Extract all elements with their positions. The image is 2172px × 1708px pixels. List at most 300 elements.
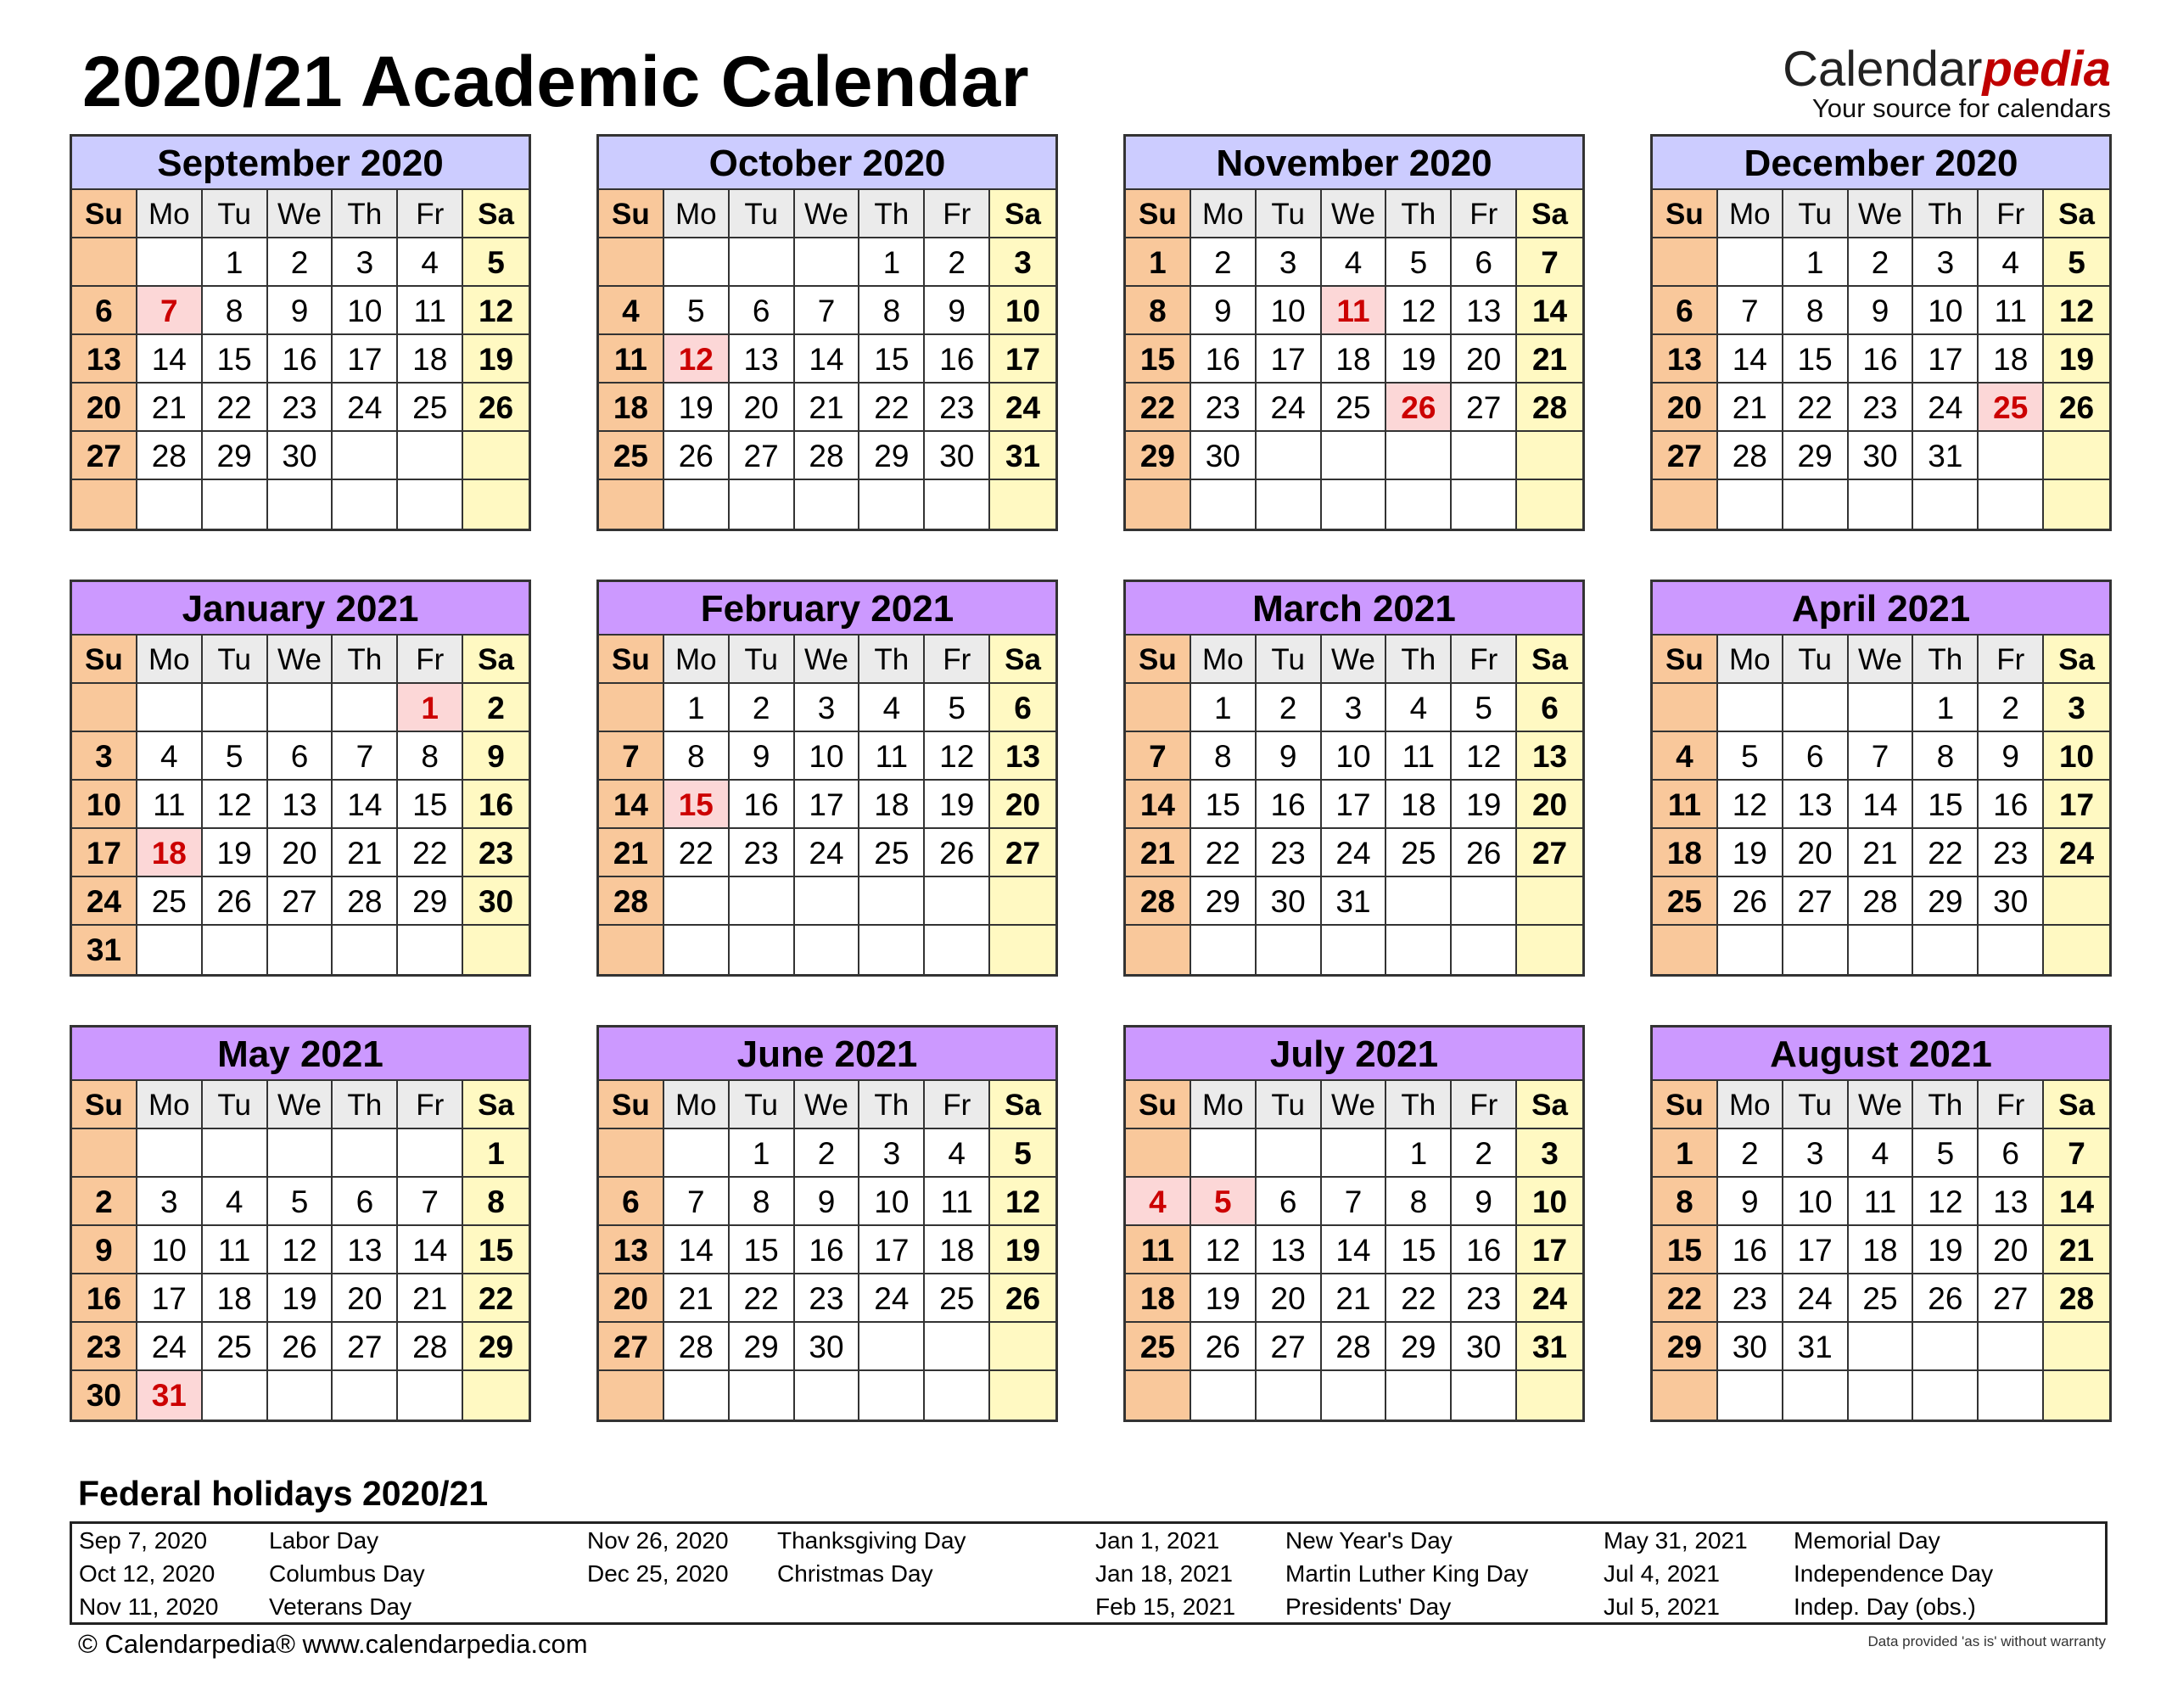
date-cell[interactable]: 2 — [1452, 1129, 1517, 1178]
date-cell[interactable]: 2 — [730, 684, 795, 732]
date-cell[interactable]: 10 — [1322, 732, 1387, 781]
date-cell[interactable]: 14 — [398, 1226, 463, 1274]
date-cell[interactable]: 23 — [72, 1323, 137, 1371]
date-cell[interactable]: 31 — [72, 926, 137, 974]
date-cell[interactable]: 13 — [72, 335, 137, 384]
date-cell[interactable]: 19 — [1191, 1274, 1257, 1323]
date-cell[interactable]: 15 — [463, 1226, 529, 1274]
date-cell[interactable]: 10 — [72, 781, 137, 829]
date-cell[interactable]: 8 — [398, 732, 463, 781]
date-cell[interactable]: 16 — [730, 781, 795, 829]
date-cell[interactable]: 10 — [990, 287, 1055, 335]
date-cell[interactable]: 22 — [1783, 384, 1849, 432]
date-cell[interactable]: 23 — [463, 829, 529, 877]
date-cell[interactable]: 7 — [1126, 732, 1191, 781]
date-cell[interactable]: 2 — [1191, 238, 1257, 287]
date-cell[interactable]: 30 — [1849, 432, 1914, 480]
date-cell[interactable]: 28 — [1718, 432, 1783, 480]
date-cell[interactable]: 3 — [72, 732, 137, 781]
date-cell[interactable]: 21 — [398, 1274, 463, 1323]
date-cell[interactable]: 5 — [1718, 732, 1783, 781]
date-cell[interactable]: 26 — [990, 1274, 1055, 1323]
date-cell[interactable]: 28 — [1849, 877, 1914, 926]
date-cell[interactable]: 20 — [1979, 1226, 2044, 1274]
date-cell[interactable]: 3 — [1257, 238, 1322, 287]
date-cell[interactable]: 27 — [990, 829, 1055, 877]
date-cell[interactable]: 4 — [599, 287, 664, 335]
date-cell[interactable]: 25 — [925, 1274, 990, 1323]
date-cell[interactable]: 20 — [730, 384, 795, 432]
date-cell[interactable]: 22 — [1126, 384, 1191, 432]
date-cell[interactable]: 18 — [398, 335, 463, 384]
date-cell[interactable]: 13 — [1783, 781, 1849, 829]
date-cell[interactable]: 23 — [268, 384, 333, 432]
date-cell[interactable]: 29 — [1191, 877, 1257, 926]
date-cell[interactable]: 20 — [1653, 384, 1718, 432]
date-cell[interactable]: 30 — [1979, 877, 2044, 926]
date-cell[interactable]: 12 — [925, 732, 990, 781]
date-cell[interactable]: 7 — [664, 1178, 730, 1226]
date-cell[interactable]: 19 — [268, 1274, 333, 1323]
date-cell[interactable]: 10 — [859, 1178, 925, 1226]
date-cell[interactable]: 14 — [333, 781, 398, 829]
date-cell[interactable]: 6 — [1257, 1178, 1322, 1226]
date-cell[interactable]: 27 — [730, 432, 795, 480]
date-cell[interactable]: 17 — [2044, 781, 2109, 829]
date-cell[interactable]: 3 — [1322, 684, 1387, 732]
date-cell[interactable]: 18 — [203, 1274, 268, 1323]
date-cell[interactable]: 6 — [1783, 732, 1849, 781]
date-cell[interactable]: 26 — [2044, 384, 2109, 432]
date-cell[interactable]: 22 — [203, 384, 268, 432]
date-cell[interactable]: 11 — [1849, 1178, 1914, 1226]
date-cell[interactable]: 2 — [72, 1178, 137, 1226]
date-cell[interactable]: 17 — [1517, 1226, 1582, 1274]
date-cell[interactable]: 13 — [1257, 1226, 1322, 1274]
date-cell[interactable]: 19 — [1452, 781, 1517, 829]
date-cell[interactable]: 5 — [1913, 1129, 1979, 1178]
date-cell[interactable]: 8 — [859, 287, 925, 335]
date-cell[interactable]: 27 — [72, 432, 137, 480]
date-cell[interactable]: 12 — [463, 287, 529, 335]
date-cell[interactable]: 15 — [1191, 781, 1257, 829]
date-cell[interactable]: 26 — [268, 1323, 333, 1371]
date-cell[interactable]: 29 — [1783, 432, 1849, 480]
date-cell[interactable]: 17 — [72, 829, 137, 877]
date-cell[interactable]: 25 — [1126, 1323, 1191, 1371]
date-cell[interactable]: 27 — [1517, 829, 1582, 877]
date-cell[interactable]: 9 — [925, 287, 990, 335]
date-cell[interactable]: 3 — [990, 238, 1055, 287]
date-cell[interactable]: 14 — [599, 781, 664, 829]
date-cell[interactable]: 23 — [925, 384, 990, 432]
date-cell[interactable]: 26 — [463, 384, 529, 432]
date-cell[interactable]: 22 — [1191, 829, 1257, 877]
date-cell[interactable]: 21 — [664, 1274, 730, 1323]
date-cell[interactable]: 11 — [137, 781, 203, 829]
date-cell[interactable]: 6 — [333, 1178, 398, 1226]
date-cell[interactable]: 13 — [1653, 335, 1718, 384]
date-cell[interactable]: 4 — [1322, 238, 1387, 287]
date-cell[interactable]: 19 — [925, 781, 990, 829]
date-cell[interactable]: 31 — [1322, 877, 1387, 926]
date-cell[interactable]: 26 — [1191, 1323, 1257, 1371]
date-cell[interactable]: 4 — [1653, 732, 1718, 781]
date-cell[interactable]: 29 — [1126, 432, 1191, 480]
date-cell[interactable]: 22 — [1653, 1274, 1718, 1323]
date-cell[interactable]: 28 — [2044, 1274, 2109, 1323]
holiday-date-cell[interactable]: 4 — [1126, 1178, 1191, 1226]
date-cell[interactable]: 18 — [599, 384, 664, 432]
date-cell[interactable]: 17 — [1783, 1226, 1849, 1274]
date-cell[interactable]: 3 — [137, 1178, 203, 1226]
date-cell[interactable]: 7 — [795, 287, 860, 335]
date-cell[interactable]: 19 — [2044, 335, 2109, 384]
date-cell[interactable]: 3 — [1913, 238, 1979, 287]
date-cell[interactable]: 25 — [859, 829, 925, 877]
date-cell[interactable]: 20 — [990, 781, 1055, 829]
date-cell[interactable]: 17 — [990, 335, 1055, 384]
date-cell[interactable]: 7 — [599, 732, 664, 781]
date-cell[interactable]: 19 — [990, 1226, 1055, 1274]
date-cell[interactable]: 6 — [1452, 238, 1517, 287]
date-cell[interactable]: 28 — [1126, 877, 1191, 926]
date-cell[interactable]: 15 — [1386, 1226, 1452, 1274]
date-cell[interactable]: 30 — [463, 877, 529, 926]
date-cell[interactable]: 24 — [1257, 384, 1322, 432]
date-cell[interactable]: 1 — [1126, 238, 1191, 287]
date-cell[interactable]: 16 — [1191, 335, 1257, 384]
date-cell[interactable]: 13 — [1979, 1178, 2044, 1226]
date-cell[interactable]: 2 — [463, 684, 529, 732]
date-cell[interactable]: 29 — [1913, 877, 1979, 926]
date-cell[interactable]: 10 — [1517, 1178, 1582, 1226]
date-cell[interactable]: 18 — [1322, 335, 1387, 384]
date-cell[interactable]: 16 — [268, 335, 333, 384]
date-cell[interactable]: 5 — [1452, 684, 1517, 732]
date-cell[interactable]: 30 — [1191, 432, 1257, 480]
date-cell[interactable]: 23 — [1979, 829, 2044, 877]
date-cell[interactable]: 14 — [1718, 335, 1783, 384]
date-cell[interactable]: 7 — [333, 732, 398, 781]
date-cell[interactable]: 22 — [859, 384, 925, 432]
date-cell[interactable]: 10 — [2044, 732, 2109, 781]
date-cell[interactable]: 15 — [730, 1226, 795, 1274]
date-cell[interactable]: 1 — [1386, 1129, 1452, 1178]
date-cell[interactable]: 14 — [1849, 781, 1914, 829]
holiday-date-cell[interactable]: 7 — [137, 287, 203, 335]
date-cell[interactable]: 30 — [268, 432, 333, 480]
date-cell[interactable]: 21 — [2044, 1226, 2109, 1274]
date-cell[interactable]: 9 — [463, 732, 529, 781]
date-cell[interactable]: 11 — [1386, 732, 1452, 781]
date-cell[interactable]: 30 — [925, 432, 990, 480]
date-cell[interactable]: 25 — [1386, 829, 1452, 877]
date-cell[interactable]: 23 — [795, 1274, 860, 1323]
date-cell[interactable]: 20 — [1517, 781, 1582, 829]
date-cell[interactable]: 9 — [72, 1226, 137, 1274]
date-cell[interactable]: 8 — [1191, 732, 1257, 781]
date-cell[interactable]: 7 — [1517, 238, 1582, 287]
date-cell[interactable]: 27 — [268, 877, 333, 926]
date-cell[interactable]: 6 — [268, 732, 333, 781]
date-cell[interactable]: 24 — [1322, 829, 1387, 877]
date-cell[interactable]: 14 — [1322, 1226, 1387, 1274]
date-cell[interactable]: 21 — [1718, 384, 1783, 432]
date-cell[interactable]: 9 — [1257, 732, 1322, 781]
date-cell[interactable]: 6 — [990, 684, 1055, 732]
date-cell[interactable]: 18 — [859, 781, 925, 829]
date-cell[interactable]: 13 — [333, 1226, 398, 1274]
date-cell[interactable]: 15 — [1126, 335, 1191, 384]
holiday-date-cell[interactable]: 18 — [137, 829, 203, 877]
date-cell[interactable]: 12 — [1191, 1226, 1257, 1274]
date-cell[interactable]: 15 — [203, 335, 268, 384]
date-cell[interactable]: 12 — [1718, 781, 1783, 829]
date-cell[interactable]: 25 — [203, 1323, 268, 1371]
date-cell[interactable]: 11 — [925, 1178, 990, 1226]
date-cell[interactable]: 22 — [398, 829, 463, 877]
date-cell[interactable]: 8 — [664, 732, 730, 781]
date-cell[interactable]: 27 — [1257, 1323, 1322, 1371]
date-cell[interactable]: 8 — [1126, 287, 1191, 335]
date-cell[interactable]: 18 — [1126, 1274, 1191, 1323]
date-cell[interactable]: 19 — [1913, 1226, 1979, 1274]
date-cell[interactable]: 9 — [730, 732, 795, 781]
date-cell[interactable]: 8 — [463, 1178, 529, 1226]
date-cell[interactable]: 5 — [990, 1129, 1055, 1178]
date-cell[interactable]: 29 — [859, 432, 925, 480]
date-cell[interactable]: 5 — [463, 238, 529, 287]
date-cell[interactable]: 28 — [1517, 384, 1582, 432]
date-cell[interactable]: 9 — [1849, 287, 1914, 335]
date-cell[interactable]: 26 — [203, 877, 268, 926]
date-cell[interactable]: 6 — [599, 1178, 664, 1226]
date-cell[interactable]: 1 — [1783, 238, 1849, 287]
date-cell[interactable]: 16 — [1718, 1226, 1783, 1274]
date-cell[interactable]: 24 — [1517, 1274, 1582, 1323]
date-cell[interactable]: 16 — [1257, 781, 1322, 829]
date-cell[interactable]: 13 — [990, 732, 1055, 781]
date-cell[interactable]: 13 — [1517, 732, 1582, 781]
date-cell[interactable]: 27 — [599, 1323, 664, 1371]
date-cell[interactable]: 25 — [1653, 877, 1718, 926]
date-cell[interactable]: 9 — [1191, 287, 1257, 335]
date-cell[interactable]: 7 — [398, 1178, 463, 1226]
date-cell[interactable]: 3 — [333, 238, 398, 287]
holiday-date-cell[interactable]: 31 — [137, 1371, 203, 1420]
date-cell[interactable]: 20 — [72, 384, 137, 432]
date-cell[interactable]: 9 — [795, 1178, 860, 1226]
date-cell[interactable]: 2 — [268, 238, 333, 287]
date-cell[interactable]: 17 — [1257, 335, 1322, 384]
date-cell[interactable]: 1 — [1191, 684, 1257, 732]
date-cell[interactable]: 23 — [1849, 384, 1914, 432]
date-cell[interactable]: 1 — [664, 684, 730, 732]
date-cell[interactable]: 21 — [137, 384, 203, 432]
date-cell[interactable]: 1 — [1913, 684, 1979, 732]
date-cell[interactable]: 20 — [1783, 829, 1849, 877]
date-cell[interactable]: 9 — [1979, 732, 2044, 781]
date-cell[interactable]: 1 — [203, 238, 268, 287]
date-cell[interactable]: 17 — [1913, 335, 1979, 384]
date-cell[interactable]: 12 — [1913, 1178, 1979, 1226]
date-cell[interactable]: 11 — [1979, 287, 2044, 335]
footer-copyright[interactable]: © Calendarpedia® www.calendarpedia.com — [78, 1629, 588, 1659]
date-cell[interactable]: 24 — [1913, 384, 1979, 432]
date-cell[interactable]: 1 — [730, 1129, 795, 1178]
date-cell[interactable]: 31 — [990, 432, 1055, 480]
date-cell[interactable]: 8 — [1913, 732, 1979, 781]
date-cell[interactable]: 14 — [137, 335, 203, 384]
holiday-date-cell[interactable]: 5 — [1191, 1178, 1257, 1226]
date-cell[interactable]: 6 — [730, 287, 795, 335]
date-cell[interactable]: 23 — [730, 829, 795, 877]
date-cell[interactable]: 28 — [137, 432, 203, 480]
brand-logo[interactable] — [1783, 42, 2111, 122]
date-cell[interactable]: 8 — [203, 287, 268, 335]
date-cell[interactable]: 9 — [1452, 1178, 1517, 1226]
date-cell[interactable]: 29 — [398, 877, 463, 926]
date-cell[interactable]: 2 — [925, 238, 990, 287]
date-cell[interactable]: 20 — [599, 1274, 664, 1323]
date-cell[interactable]: 3 — [1517, 1129, 1582, 1178]
date-cell[interactable]: 8 — [1653, 1178, 1718, 1226]
date-cell[interactable]: 18 — [1979, 335, 2044, 384]
date-cell[interactable]: 13 — [599, 1226, 664, 1274]
date-cell[interactable]: 13 — [1452, 287, 1517, 335]
date-cell[interactable]: 4 — [203, 1178, 268, 1226]
date-cell[interactable]: 6 — [1517, 684, 1582, 732]
date-cell[interactable]: 11 — [599, 335, 664, 384]
date-cell[interactable]: 20 — [268, 829, 333, 877]
date-cell[interactable]: 2 — [1718, 1129, 1783, 1178]
date-cell[interactable]: 10 — [333, 287, 398, 335]
date-cell[interactable]: 29 — [730, 1323, 795, 1371]
date-cell[interactable]: 25 — [398, 384, 463, 432]
date-cell[interactable]: 24 — [72, 877, 137, 926]
date-cell[interactable]: 9 — [268, 287, 333, 335]
date-cell[interactable]: 17 — [859, 1226, 925, 1274]
date-cell[interactable]: 8 — [730, 1178, 795, 1226]
holiday-date-cell[interactable]: 25 — [1979, 384, 2044, 432]
date-cell[interactable]: 21 — [333, 829, 398, 877]
date-cell[interactable]: 21 — [599, 829, 664, 877]
date-cell[interactable]: 30 — [1257, 877, 1322, 926]
date-cell[interactable]: 27 — [1452, 384, 1517, 432]
date-cell[interactable]: 28 — [398, 1323, 463, 1371]
date-cell[interactable]: 2 — [1979, 684, 2044, 732]
date-cell[interactable]: 21 — [1322, 1274, 1387, 1323]
date-cell[interactable]: 24 — [795, 829, 860, 877]
date-cell[interactable]: 26 — [664, 432, 730, 480]
date-cell[interactable]: 21 — [1126, 829, 1191, 877]
date-cell[interactable]: 25 — [137, 877, 203, 926]
date-cell[interactable]: 25 — [599, 432, 664, 480]
date-cell[interactable]: 30 — [1718, 1323, 1783, 1371]
date-cell[interactable]: 31 — [1517, 1323, 1582, 1371]
date-cell[interactable]: 2 — [795, 1129, 860, 1178]
date-cell[interactable]: 26 — [1452, 829, 1517, 877]
date-cell[interactable]: 1 — [859, 238, 925, 287]
date-cell[interactable]: 17 — [1322, 781, 1387, 829]
date-cell[interactable]: 18 — [1653, 829, 1718, 877]
date-cell[interactable]: 25 — [1849, 1274, 1914, 1323]
date-cell[interactable]: 18 — [1386, 781, 1452, 829]
date-cell[interactable]: 21 — [1517, 335, 1582, 384]
date-cell[interactable]: 7 — [2044, 1129, 2109, 1178]
date-cell[interactable]: 5 — [664, 287, 730, 335]
date-cell[interactable]: 21 — [1849, 829, 1914, 877]
date-cell[interactable]: 24 — [859, 1274, 925, 1323]
date-cell[interactable]: 15 — [1913, 781, 1979, 829]
date-cell[interactable]: 10 — [795, 732, 860, 781]
holiday-date-cell[interactable]: 26 — [1386, 384, 1452, 432]
date-cell[interactable]: 13 — [268, 781, 333, 829]
date-cell[interactable]: 31 — [1783, 1323, 1849, 1371]
date-cell[interactable]: 18 — [925, 1226, 990, 1274]
date-cell[interactable]: 12 — [203, 781, 268, 829]
date-cell[interactable]: 8 — [1783, 287, 1849, 335]
date-cell[interactable]: 15 — [398, 781, 463, 829]
date-cell[interactable]: 26 — [1913, 1274, 1979, 1323]
date-cell[interactable]: 3 — [859, 1129, 925, 1178]
date-cell[interactable]: 24 — [2044, 829, 2109, 877]
date-cell[interactable]: 4 — [925, 1129, 990, 1178]
date-cell[interactable]: 27 — [1979, 1274, 2044, 1323]
date-cell[interactable]: 30 — [72, 1371, 137, 1420]
date-cell[interactable]: 16 — [925, 335, 990, 384]
date-cell[interactable]: 19 — [203, 829, 268, 877]
date-cell[interactable]: 28 — [664, 1323, 730, 1371]
date-cell[interactable]: 30 — [1452, 1323, 1517, 1371]
date-cell[interactable]: 15 — [1783, 335, 1849, 384]
date-cell[interactable]: 14 — [2044, 1178, 2109, 1226]
date-cell[interactable]: 17 — [333, 335, 398, 384]
date-cell[interactable]: 27 — [1783, 877, 1849, 926]
date-cell[interactable]: 5 — [925, 684, 990, 732]
date-cell[interactable]: 14 — [795, 335, 860, 384]
date-cell[interactable]: 19 — [1386, 335, 1452, 384]
date-cell[interactable]: 17 — [795, 781, 860, 829]
date-cell[interactable]: 5 — [1386, 238, 1452, 287]
date-cell[interactable]: 12 — [268, 1226, 333, 1274]
date-cell[interactable]: 12 — [1452, 732, 1517, 781]
date-cell[interactable]: 9 — [1718, 1178, 1783, 1226]
date-cell[interactable]: 11 — [859, 732, 925, 781]
date-cell[interactable]: 14 — [664, 1226, 730, 1274]
date-cell[interactable]: 20 — [333, 1274, 398, 1323]
date-cell[interactable]: 4 — [398, 238, 463, 287]
holiday-date-cell[interactable]: 15 — [664, 781, 730, 829]
date-cell[interactable]: 28 — [1322, 1323, 1387, 1371]
date-cell[interactable]: 24 — [990, 384, 1055, 432]
date-cell[interactable]: 4 — [137, 732, 203, 781]
date-cell[interactable]: 23 — [1718, 1274, 1783, 1323]
date-cell[interactable]: 4 — [1979, 238, 2044, 287]
date-cell[interactable]: 29 — [463, 1323, 529, 1371]
date-cell[interactable]: 17 — [137, 1274, 203, 1323]
date-cell[interactable]: 26 — [1718, 877, 1783, 926]
date-cell[interactable]: 26 — [925, 829, 990, 877]
date-cell[interactable]: 4 — [859, 684, 925, 732]
date-cell[interactable]: 28 — [795, 432, 860, 480]
date-cell[interactable]: 4 — [1849, 1129, 1914, 1178]
date-cell[interactable]: 10 — [1257, 287, 1322, 335]
date-cell[interactable]: 16 — [1849, 335, 1914, 384]
date-cell[interactable]: 3 — [2044, 684, 2109, 732]
holiday-date-cell[interactable]: 12 — [664, 335, 730, 384]
